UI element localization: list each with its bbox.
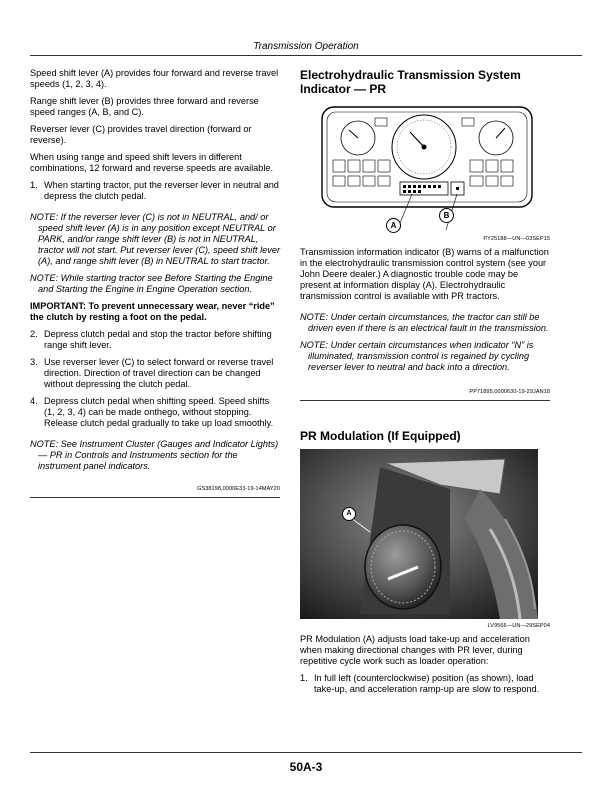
note-electrical-fault: NOTE: Under certain circumstances, the tractor can still be driven even if there is an electrical fault in the transmission. [300,312,549,333]
callout-a-label: A [390,221,397,230]
paragraph-reverser: Reverser lever (C) provides travel direction (forward or reverse). [30,124,252,145]
step-number: 2. [30,329,38,339]
note-neutral-start: NOTE: If the reverser lever (C) is not in NEUTRAL, and/ or speed shift lever (A) is in any position except NEUTRAL or PARK, and/or range shift lever (B) is not in NEUTRAL, tractor will not start. Put reverser lever (C), speed shift lever (A), and range shift lever (B) in NEUTRAL to start tractor. [30,212,281,266]
step-3 [30,357,280,390]
reference-code: PP71895,0000630-19-29JAN18 [469,389,550,395]
note-indicator-n: NOTE: Under certain circumstances when indicator “N” is illuminated, transmission control is regained by cycling reverser lever to neutral and back into a direction. [300,340,534,372]
step-text: In full left (counterclockwise) position (as shown), load take-up, and acceleration ramp-up are slow to respond. [314,673,540,694]
paragraph-modulation: PR Modulation (A) adjusts load take-up and acceleration when making directional changes with PR lever, during repetitive cycle work such as loader operation: [300,634,530,666]
section-heading-indicator: Electrohydraulic Transmission System Indicator — PR [300,68,521,96]
step-1 [30,180,280,202]
callout-b-circle [439,208,454,223]
modulation-photo-figure [300,449,538,619]
note-starting-tractor: NOTE: While starting tractor see Before Starting the Engine and Starting the Engine in Engine Operation section. [30,273,273,294]
running-header: Transmission Operation [253,41,359,52]
step-4 [30,396,280,429]
step-number: 1. [30,180,38,190]
callout-a-circle [386,218,401,233]
step-2 [30,329,280,351]
section-heading-modulation: PR Modulation (If Equipped) [300,429,461,443]
paragraph-combinations: When using range and speed shift levers in different combinations, 12 forward and reverse speeds are available. [30,152,274,173]
step-text: Use reverser lever (C) to select forward or reverse travel direction. Direction of travel direction can be changed without depressing the clutch pedal. [44,357,274,389]
callout-a-circle [342,507,356,521]
instrument-cluster-figure [300,102,550,232]
footer-rule [30,752,582,753]
step-text: Depress clutch pedal when shifting speed. Speed shifts (1, 2, 3, 4) can be made onthego, without stopping. Release clutch pedal gradually to take up load smoothly. [44,396,274,428]
step-number: 3. [30,357,38,367]
important-clutch: IMPORTANT: To prevent unnecessary wear, never “ride” the clutch by resting a foot on the pedal. [30,301,275,322]
header-rule [30,55,582,56]
paragraph-indicator: Transmission information indicator (B) warns of a malfunction in the electrohydraulic transmission control system (see your John Deere dealer.) A diagnostic trouble code may be present at information display (A). Electrohydraulic transmission control is available with PR tractors. [300,247,549,301]
step-text: When starting tractor, put the reverser lever in neutral and depress the clutch pedal. [44,180,279,201]
callout-a-label: A [346,510,352,517]
step-1 [300,673,550,695]
step-text: Depress clutch pedal and stop the tractor before shifting range shift lever. [44,329,272,350]
section-end-rule [300,400,550,401]
callout-b-label: B [443,211,450,220]
modulation-knob-photo [300,449,538,619]
note-instrument-cluster: NOTE: See Instrument Cluster (Gauges and Indicator Lights) — PR in Controls and Instruments section for the instrument panel indicators. [30,439,279,471]
figure-reference: LV9566—UN—29SEP04 [487,623,550,629]
figure-reference: PY25188—UN—03SEP15 [483,236,550,242]
step-number: 4. [30,396,38,406]
paragraph-range-shift: Range shift lever (B) provides three forward and reverse speed ranges (A, B, and C). [30,96,259,117]
reference-code: GS38198,0000E33-19-14MAY20 [197,486,280,492]
step-number: 1. [300,673,308,683]
section-end-rule [30,497,280,498]
instrument-cluster-illustration [300,102,550,232]
page-number: 50A-3 [289,760,323,774]
paragraph-speed-shift: Speed shift lever (A) provides four forward and reverse travel speeds (1, 2, 3, 4). [30,68,279,89]
left-column [30,68,280,498]
right-column [300,68,550,701]
